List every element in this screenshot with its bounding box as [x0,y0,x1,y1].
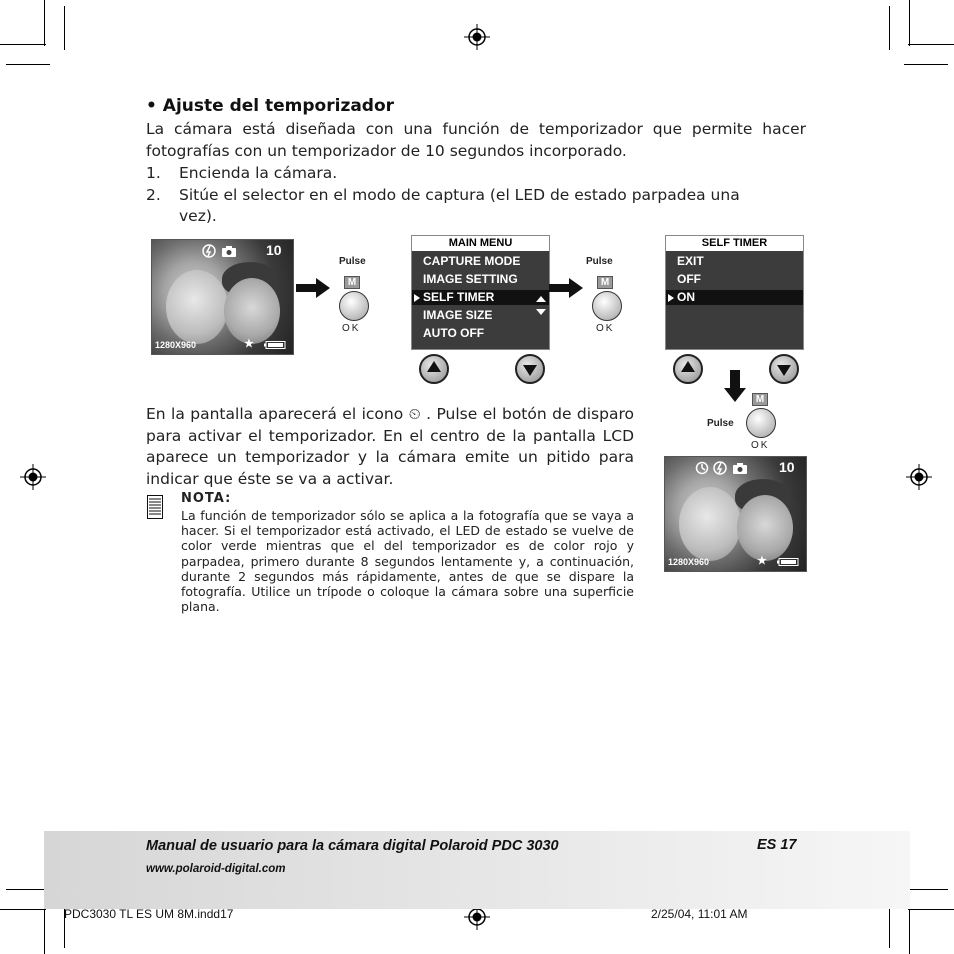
step-text-continued: vez). [179,207,217,225]
crop-mark [908,44,954,45]
registration-mark-icon [906,464,932,490]
crop-mark [0,44,46,45]
menu-m-icon: M [597,276,613,289]
battery-icon [777,558,799,566]
ok-button[interactable] [339,291,369,321]
body-paragraph: En la pantalla aparecerá el icono ⏲ . Pulse el botón de disparo para activar el temporizador. En el centro de la pantalla LCD aparece un temporizador y la cámara emite un pitido para indicar que éste se va a activar. [146,405,634,488]
crop-mark [889,904,890,948]
crop-mark [0,909,46,910]
crop-mark [904,889,948,890]
pulse-label: Pulse [339,256,366,267]
menu-item-self-timer[interactable]: SELF TIMER [412,290,549,305]
selection-pointer-icon [668,294,674,302]
pulse-label: Pulse [707,418,734,429]
arrow-right-icon [296,278,330,298]
step-text: Sitúe el selector en el modo de captura (el LED de estado parpadea una [179,186,740,204]
crop-mark [44,0,45,46]
selection-pointer-icon [414,294,420,302]
crop-mark [44,908,45,954]
step-number: 1. [146,164,161,182]
down-button[interactable] [769,354,799,384]
crop-mark [6,64,50,65]
arrow-down-icon [724,370,746,402]
resolution-label: 1280X960 [668,557,710,567]
menu-item-capture-mode[interactable]: CAPTURE MODE [423,254,521,268]
menu-item-on[interactable]: ON [666,290,803,305]
step-1 [146,163,338,185]
crop-mark [909,0,910,46]
registration-mark-icon [20,464,46,490]
crop-mark [908,909,954,910]
menu-m-icon: M [752,393,768,406]
ok-label: OK [342,323,361,334]
page-number: ES 17 [757,837,797,853]
menu-item-off[interactable]: OFF [677,272,701,286]
section-title: • Ajuste del temporizador [146,96,395,116]
down-button[interactable] [515,354,545,384]
step-text: Encienda la cámara. [179,164,338,182]
up-button[interactable] [419,354,449,384]
intro-paragraph: La cámara está diseñada con una función de temporizador que permite hacer fotografías con un temporizador de 10 segundos incorporado. [146,120,806,160]
shots-remaining: 10 [266,242,282,258]
quality-star-icon: ★ [244,338,254,350]
self-timer-menu-screen [665,235,804,350]
battery-icon [264,341,286,349]
crop-mark [889,6,890,50]
menu-item-auto-off[interactable]: AUTO OFF [423,326,485,340]
self-timer-menu-title: SELF TIMER [666,236,803,251]
menu-item-image-setting[interactable]: IMAGE SETTING [423,272,518,286]
crop-mark [909,908,910,954]
step-number: 2. [146,186,161,204]
registration-mark-icon [464,24,490,50]
menu-item-image-size[interactable]: IMAGE SIZE [423,308,493,322]
note-text: La función de temporizador sólo se aplica a la fotografía que se vaya a hacer. Si el temporizador está activado, el LED de estado se vuelve de color verde mientras que el del temporizador es de color rojo y parpadea, primero durante 8 segundos lentamente y, a continuación, durante 2 segundos más rápidamente, antes de que se dispare la fotografía. Utilice un trípode o coloque la cámara sobre una superficie plana. [181,508,634,615]
ok-button[interactable] [592,291,622,321]
ok-label: OK [596,323,615,334]
menu-m-icon: M [344,276,360,289]
pulse-label: Pulse [586,256,613,267]
menu-item-exit[interactable]: EXIT [677,254,704,268]
arrow-right-icon [549,278,583,298]
ok-label: OK [751,440,770,451]
flash-icon [202,244,240,258]
note-label: NOTA: [181,491,232,506]
timer-flash-icon [695,461,753,475]
scroll-arrows-icon [536,296,546,316]
shutter-button[interactable] [746,408,776,438]
crop-mark [64,6,65,50]
step-2 [146,185,806,225]
main-menu-title: MAIN MENU [412,236,549,251]
note-icon [147,495,163,519]
crop-mark [904,64,948,65]
website-link[interactable]: www.polaroid-digital.com [146,863,286,875]
slug-date: 2/25/04, 11:01 AM [651,907,748,921]
quality-star-icon: ★ [757,555,767,567]
lcd-preview-image-timer [664,456,807,572]
main-menu-screen [411,235,550,350]
slug-filename: PDC3030 TL ES UM 8M.indd17 [64,907,234,921]
up-button[interactable] [673,354,703,384]
shots-remaining: 10 [779,459,795,475]
lcd-preview-image [151,239,294,355]
manual-title: Manual de usuario para la cámara digital Polaroid PDC 3030 [146,838,559,854]
resolution-label: 1280X960 [155,340,197,350]
